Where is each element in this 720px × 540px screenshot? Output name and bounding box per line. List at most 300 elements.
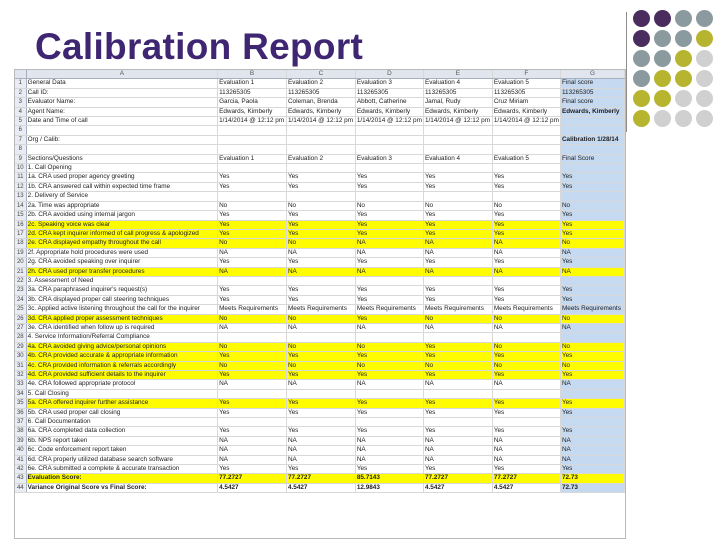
table-cell[interactable]: 3b. CRA displayed proper call steering techniques [26, 295, 217, 304]
table-cell[interactable] [492, 333, 560, 342]
row-number[interactable]: 2 [15, 88, 26, 97]
table-cell[interactable]: No [492, 361, 560, 370]
table-cell[interactable]: Yes [560, 258, 624, 267]
table-cell[interactable]: Yes [560, 399, 624, 408]
table-cell[interactable]: Org / Calib: [26, 135, 217, 144]
table-cell[interactable]: NA [492, 455, 560, 464]
table-cell[interactable]: 6c. Code enforcement report taken [26, 446, 217, 455]
table-cell[interactable]: Yes [423, 229, 492, 238]
table-cell[interactable]: NA [560, 267, 624, 276]
table-cell[interactable]: Yes [423, 286, 492, 295]
table-cell[interactable] [423, 276, 492, 285]
table-cell[interactable] [560, 145, 624, 154]
table-cell[interactable]: No [218, 342, 287, 351]
table-cell[interactable]: NA [560, 248, 624, 257]
table-cell[interactable]: Yes [286, 182, 355, 191]
table-cell[interactable]: 4.5427 [286, 483, 355, 492]
row-number[interactable]: 13 [15, 192, 26, 201]
table-cell[interactable]: Yes [218, 258, 287, 267]
table-cell[interactable]: 4a. CRA avoided giving advice/personal opinions [26, 342, 217, 351]
table-cell[interactable]: Yes [355, 258, 423, 267]
table-cell[interactable]: NA [355, 248, 423, 257]
table-cell[interactable]: No [355, 201, 423, 210]
table-cell[interactable]: Yes [286, 427, 355, 436]
table-cell[interactable]: 1/14/2014 @ 12:12 pm [286, 117, 355, 126]
table-cell[interactable]: 77.2727 [423, 474, 492, 483]
table-cell[interactable]: Yes [560, 286, 624, 295]
row-number[interactable]: 26 [15, 314, 26, 323]
table-cell[interactable]: 77.2727 [218, 474, 287, 483]
table-cell[interactable]: Yes [355, 408, 423, 417]
table-cell[interactable]: 72.73 [560, 483, 624, 492]
table-cell[interactable] [355, 126, 423, 135]
table-cell[interactable]: Meets Requirements [423, 305, 492, 314]
table-cell[interactable]: NA [286, 323, 355, 332]
table-cell[interactable] [286, 389, 355, 398]
table-cell[interactable]: No [286, 314, 355, 323]
table-cell[interactable] [355, 135, 423, 144]
row-number[interactable]: 36 [15, 408, 26, 417]
table-cell[interactable]: Yes [560, 229, 624, 238]
table-cell[interactable]: Yes [492, 286, 560, 295]
table-cell[interactable]: 4. Service Information/Referral Compliance [26, 333, 217, 342]
table-cell[interactable]: No [218, 239, 287, 248]
table-cell[interactable]: Yes [218, 465, 287, 474]
table-cell[interactable] [218, 389, 287, 398]
table-cell[interactable]: Yes [286, 220, 355, 229]
table-cell[interactable]: Yes [423, 211, 492, 220]
table-cell[interactable]: No [492, 201, 560, 210]
table-cell[interactable]: 2b. CRA avoided using internal jargon [26, 211, 217, 220]
table-cell[interactable]: NA [492, 323, 560, 332]
table-cell[interactable]: Yes [218, 182, 287, 191]
table-cell[interactable]: No [423, 201, 492, 210]
table-cell[interactable]: NA [355, 436, 423, 445]
table-cell[interactable]: NA [560, 436, 624, 445]
table-cell[interactable]: NA [423, 267, 492, 276]
table-cell[interactable]: 1/14/2014 @ 12:12 pm [423, 117, 492, 126]
table-cell[interactable]: No [560, 239, 624, 248]
table-cell[interactable] [355, 418, 423, 427]
table-cell[interactable] [492, 135, 560, 144]
table-cell[interactable]: Jamal, Rudy [423, 98, 492, 107]
table-cell[interactable]: NA [423, 446, 492, 455]
row-number[interactable]: 28 [15, 333, 26, 342]
table-cell[interactable]: NA [286, 267, 355, 276]
table-cell[interactable]: No [218, 201, 287, 210]
table-cell[interactable] [560, 418, 624, 427]
table-cell[interactable]: Yes [560, 352, 624, 361]
table-cell[interactable]: 6e. CRA submitted a complete & accurate transaction [26, 465, 217, 474]
table-cell[interactable]: Yes [286, 352, 355, 361]
table-cell[interactable]: Garcia, Paola [218, 98, 287, 107]
table-cell[interactable]: Coleman, Brenda [286, 98, 355, 107]
table-cell[interactable]: 5. Call Closing [26, 389, 217, 398]
row-number[interactable]: 34 [15, 389, 26, 398]
table-cell[interactable]: Yes [355, 427, 423, 436]
table-cell[interactable]: NA [286, 248, 355, 257]
table-cell[interactable]: Yes [423, 465, 492, 474]
row-number[interactable]: 41 [15, 455, 26, 464]
table-cell[interactable] [423, 126, 492, 135]
table-cell[interactable]: Yes [423, 295, 492, 304]
table-cell[interactable]: Yes [218, 229, 287, 238]
table-cell[interactable]: Cruz Miriam [492, 98, 560, 107]
table-cell[interactable]: Yes [355, 399, 423, 408]
table-cell[interactable]: Yes [492, 258, 560, 267]
table-cell[interactable]: Edwards, Kimberly [560, 107, 624, 116]
column-header[interactable]: B [218, 70, 287, 79]
table-cell[interactable]: NA [286, 380, 355, 389]
table-cell[interactable]: NA [423, 248, 492, 257]
table-cell[interactable]: Meets Requirements [492, 305, 560, 314]
table-cell[interactable]: 77.2727 [286, 474, 355, 483]
table-cell[interactable]: No [286, 239, 355, 248]
table-cell[interactable]: Yes [423, 220, 492, 229]
table-cell[interactable]: Yes [560, 211, 624, 220]
row-number[interactable]: 21 [15, 267, 26, 276]
table-cell[interactable]: NA [218, 446, 287, 455]
table-cell[interactable]: Agent Name: [26, 107, 217, 116]
table-cell[interactable]: Yes [286, 258, 355, 267]
column-header[interactable]: A [26, 70, 217, 79]
table-cell[interactable]: Yes [423, 352, 492, 361]
table-cell[interactable]: 6a. CRA completed data collection [26, 427, 217, 436]
table-cell[interactable]: No [423, 314, 492, 323]
table-cell[interactable]: Yes [355, 173, 423, 182]
row-number[interactable]: 29 [15, 342, 26, 351]
row-number[interactable]: 27 [15, 323, 26, 332]
table-cell[interactable]: 2c. Speaking voice was clear [26, 220, 217, 229]
table-cell[interactable]: Yes [560, 427, 624, 436]
table-cell[interactable]: Edwards, Kimberly [355, 107, 423, 116]
row-number[interactable]: 11 [15, 173, 26, 182]
table-cell[interactable]: NA [286, 455, 355, 464]
table-cell[interactable]: Yes [218, 408, 287, 417]
table-cell[interactable]: Call ID: [26, 88, 217, 97]
table-cell[interactable]: 5b. CRA used proper call closing [26, 408, 217, 417]
table-cell[interactable]: Yes [218, 427, 287, 436]
table-cell[interactable]: Yes [355, 314, 423, 323]
table-cell[interactable]: Yes [423, 258, 492, 267]
table-cell[interactable]: Yes [286, 295, 355, 304]
table-cell[interactable]: 2e. CRA displayed empathy throughout the call [26, 239, 217, 248]
table-cell[interactable] [492, 164, 560, 173]
row-number[interactable]: 22 [15, 276, 26, 285]
table-cell[interactable]: Evaluation 3 [355, 79, 423, 88]
table-cell[interactable]: Yes [286, 399, 355, 408]
row-number[interactable]: 14 [15, 201, 26, 210]
row-number[interactable]: 10 [15, 164, 26, 173]
table-cell[interactable]: 1/14/2014 @ 12:12 pm [218, 117, 287, 126]
table-cell[interactable]: Abbott, Catherine [355, 98, 423, 107]
column-header[interactable]: E [423, 70, 492, 79]
table-cell[interactable]: NA [218, 436, 287, 445]
table-cell[interactable]: 5a. CRA offered inquirer further assistance [26, 399, 217, 408]
table-cell[interactable]: 113265305 [355, 88, 423, 97]
table-cell[interactable]: 6d. CRA properly utilized database search software [26, 455, 217, 464]
table-cell[interactable]: No [218, 314, 287, 323]
table-cell[interactable]: Yes [492, 211, 560, 220]
table-cell[interactable]: Yes [492, 220, 560, 229]
row-number[interactable]: 31 [15, 361, 26, 370]
table-cell[interactable]: Yes [286, 286, 355, 295]
table-cell[interactable]: No [560, 201, 624, 210]
table-cell[interactable]: 85.7143 [355, 474, 423, 483]
table-cell[interactable]: Yes [423, 182, 492, 191]
table-cell[interactable]: Edwards, Kimberly [286, 107, 355, 116]
row-number[interactable]: 17 [15, 229, 26, 238]
table-cell[interactable]: No [560, 314, 624, 323]
table-cell[interactable]: Meets Requirements [560, 305, 624, 314]
table-cell[interactable]: 113265305 [560, 88, 624, 97]
row-number[interactable]: 19 [15, 248, 26, 257]
table-cell[interactable] [286, 126, 355, 135]
table-cell[interactable]: 113265305 [423, 88, 492, 97]
column-header[interactable]: G [560, 70, 624, 79]
table-cell[interactable] [286, 145, 355, 154]
row-number[interactable]: 1 [15, 79, 26, 88]
table-cell[interactable]: Final score [560, 79, 624, 88]
row-number[interactable]: 12 [15, 182, 26, 191]
table-cell[interactable] [26, 126, 217, 135]
table-cell[interactable]: NA [560, 446, 624, 455]
table-cell[interactable]: No [560, 342, 624, 351]
table-cell[interactable]: 2g. CRA avoided speaking over inquirer [26, 258, 217, 267]
table-cell[interactable]: Yes [560, 371, 624, 380]
table-cell[interactable]: Yes [492, 371, 560, 380]
table-cell[interactable]: Yes [560, 295, 624, 304]
table-cell[interactable]: Yes [286, 229, 355, 238]
table-cell[interactable]: Edwards, Kimberly [423, 107, 492, 116]
column-header[interactable]: D [355, 70, 423, 79]
table-cell[interactable]: Yes [218, 399, 287, 408]
table-cell[interactable]: Yes [560, 408, 624, 417]
table-cell[interactable]: No [286, 201, 355, 210]
table-cell[interactable]: NA [492, 436, 560, 445]
table-cell[interactable] [286, 418, 355, 427]
row-number[interactable]: 16 [15, 220, 26, 229]
column-header[interactable]: C [286, 70, 355, 79]
table-cell[interactable]: Yes [492, 408, 560, 417]
table-cell[interactable]: Yes [218, 371, 287, 380]
row-number[interactable]: 15 [15, 211, 26, 220]
table-cell[interactable]: 3. Assessment of Need [26, 276, 217, 285]
table-cell[interactable] [286, 333, 355, 342]
table-cell[interactable]: 72.73 [560, 474, 624, 483]
table-cell[interactable]: NA [218, 248, 287, 257]
table-cell[interactable]: 1. Call Opening [26, 164, 217, 173]
table-cell[interactable]: Yes [560, 220, 624, 229]
row-number[interactable]: 6 [15, 126, 26, 135]
table-cell[interactable]: 1/14/2014 @ 12:12 pm [493, 117, 559, 125]
table-cell[interactable]: NA [423, 436, 492, 445]
table-cell[interactable]: NA [492, 446, 560, 455]
table-cell[interactable] [355, 389, 423, 398]
table-cell[interactable]: Evaluation 3 [355, 154, 423, 163]
table-cell[interactable]: Yes [423, 399, 492, 408]
table-cell[interactable]: Calibration 1/28/14 [560, 135, 624, 144]
table-cell[interactable] [492, 276, 560, 285]
table-cell[interactable] [355, 192, 423, 201]
table-cell[interactable]: Yes [492, 229, 560, 238]
table-cell[interactable] [492, 389, 560, 398]
table-cell[interactable]: 2a. Time was appropriate [26, 201, 217, 210]
table-cell[interactable]: 6b. NPS report taken [26, 436, 217, 445]
table-cell[interactable]: 3e. CRA identified when follow up is required [26, 323, 217, 332]
table-cell[interactable]: 4.5427 [218, 483, 287, 492]
table-cell[interactable] [218, 145, 287, 154]
table-cell[interactable]: NA [286, 436, 355, 445]
table-cell[interactable]: Final score [560, 98, 624, 107]
table-cell[interactable]: 12.9843 [355, 483, 423, 492]
table-cell[interactable]: NA [355, 267, 423, 276]
table-cell[interactable]: NA [492, 380, 560, 389]
table-cell[interactable]: 2f. Appropriate hold procedures were used [26, 248, 217, 257]
table-cell[interactable] [26, 145, 217, 154]
table-cell[interactable]: Evaluation 2 [286, 154, 355, 163]
table-cell[interactable] [423, 418, 492, 427]
table-cell[interactable]: Yes [218, 295, 287, 304]
row-number[interactable]: 40 [15, 446, 26, 455]
table-cell[interactable] [492, 145, 560, 154]
table-cell[interactable]: Evaluation 4 [423, 154, 492, 163]
table-cell[interactable] [423, 192, 492, 201]
table-cell[interactable]: 1/14/2014 @ 12:12 pm [356, 117, 422, 125]
table-cell[interactable] [492, 418, 560, 427]
row-number[interactable]: 4 [15, 107, 26, 116]
table-cell[interactable] [355, 333, 423, 342]
table-cell[interactable] [218, 333, 287, 342]
row-number[interactable]: 25 [15, 305, 26, 314]
table-cell[interactable]: 6. Call Documentation [26, 418, 217, 427]
table-cell[interactable]: Evaluator Name: [26, 98, 217, 107]
table-cell[interactable]: Yes [492, 352, 560, 361]
table-cell[interactable] [218, 164, 287, 173]
table-cell[interactable]: 4c. CRA provided information & referrals accordingly [26, 361, 217, 370]
table-cell[interactable]: NA [423, 323, 492, 332]
table-cell[interactable] [218, 276, 287, 285]
table-cell[interactable]: 4.5427 [492, 483, 560, 492]
table-cell[interactable]: Yes [286, 211, 355, 220]
table-cell[interactable] [218, 135, 287, 144]
table-cell[interactable]: Date and Time of call [26, 117, 217, 126]
table-cell[interactable]: 77.2727 [492, 474, 560, 483]
table-cell[interactable]: 2h. CRA used proper transfer procedures [26, 267, 217, 276]
table-cell[interactable]: Sections/Questions [26, 154, 217, 163]
table-cell[interactable]: Evaluation 1 [218, 79, 287, 88]
table-cell[interactable]: NA [218, 323, 287, 332]
table-cell[interactable]: Edwards, Kimberly [218, 107, 287, 116]
table-cell[interactable]: Yes [492, 399, 560, 408]
table-cell[interactable] [218, 418, 287, 427]
table-cell[interactable]: 1a. CRA used proper agency greeting [26, 173, 217, 182]
table-cell[interactable]: NA [355, 455, 423, 464]
table-cell[interactable]: NA [355, 380, 423, 389]
table-cell[interactable]: Evaluation Score: [26, 474, 217, 483]
select-all-corner[interactable] [15, 70, 26, 79]
table-cell[interactable]: Yes [423, 371, 492, 380]
table-cell[interactable] [218, 192, 287, 201]
table-cell[interactable]: No [355, 361, 423, 370]
table-cell[interactable]: 4.5427 [423, 483, 492, 492]
table-cell[interactable]: 4d. CRA provided sufficient details to the inquirer [26, 371, 217, 380]
table-cell[interactable]: 4e. CRA followed appropriate protocol [26, 380, 217, 389]
table-cell[interactable]: Yes [492, 427, 560, 436]
table-cell[interactable] [355, 164, 423, 173]
table-cell[interactable]: No [423, 361, 492, 370]
table-cell[interactable] [423, 333, 492, 342]
row-number[interactable]: 32 [15, 371, 26, 380]
table-cell[interactable]: NA [355, 446, 423, 455]
row-number[interactable]: 20 [15, 258, 26, 267]
table-cell[interactable]: NA [355, 323, 423, 332]
table-cell[interactable]: No [355, 342, 423, 351]
table-cell[interactable] [355, 276, 423, 285]
table-cell[interactable]: Yes [355, 220, 423, 229]
row-number[interactable]: 44 [15, 483, 26, 492]
table-cell[interactable]: Yes [218, 352, 287, 361]
table-cell[interactable]: Yes [492, 295, 560, 304]
table-cell[interactable] [560, 164, 624, 173]
table-cell[interactable]: NA [218, 455, 287, 464]
table-cell[interactable]: 3c. Applied active listening throughout the call for the inquirer [26, 305, 217, 314]
table-cell[interactable]: Meets Requirements [286, 305, 355, 314]
table-cell[interactable]: NA [423, 455, 492, 464]
table-cell[interactable] [423, 164, 492, 173]
table-cell[interactable] [218, 126, 287, 135]
row-number[interactable]: 5 [15, 117, 26, 126]
table-cell[interactable]: Final Score [560, 154, 624, 163]
table-cell[interactable]: Yes [286, 465, 355, 474]
table-cell[interactable]: Yes [355, 229, 423, 238]
table-cell[interactable]: Yes [218, 211, 287, 220]
table-cell[interactable]: Yes [355, 295, 423, 304]
row-number[interactable]: 3 [15, 98, 26, 107]
table-cell[interactable]: No [286, 342, 355, 351]
table-cell[interactable]: NA [218, 380, 287, 389]
row-number[interactable]: 35 [15, 399, 26, 408]
row-number[interactable]: 38 [15, 427, 26, 436]
table-cell[interactable] [560, 192, 624, 201]
table-cell[interactable]: Evaluation 2 [286, 79, 355, 88]
table-cell[interactable]: NA [355, 239, 423, 248]
table-cell[interactable]: Meets Requirements [355, 305, 423, 314]
table-cell[interactable]: Yes [492, 182, 560, 191]
row-number[interactable]: 24 [15, 295, 26, 304]
table-cell[interactable]: Yes [423, 427, 492, 436]
table-cell[interactable] [423, 145, 492, 154]
table-cell[interactable]: NA [492, 267, 560, 276]
table-cell[interactable]: Yes [286, 408, 355, 417]
table-cell[interactable]: Yes [218, 220, 287, 229]
row-number[interactable]: 7 [15, 135, 26, 144]
row-number[interactable]: 42 [15, 465, 26, 474]
table-cell[interactable]: Evaluation 5 [492, 154, 560, 163]
table-cell[interactable]: General Data [26, 79, 217, 88]
row-number[interactable]: 39 [15, 436, 26, 445]
row-number[interactable]: 30 [15, 352, 26, 361]
table-cell[interactable] [560, 276, 624, 285]
table-cell[interactable]: Evaluation 4 [423, 79, 492, 88]
table-cell[interactable]: NA [560, 455, 624, 464]
table-cell[interactable]: No [492, 314, 560, 323]
table-cell[interactable]: Yes [423, 342, 492, 351]
table-cell[interactable]: Yes [492, 173, 560, 182]
table-cell[interactable]: Yes [560, 465, 624, 474]
table-cell[interactable] [286, 276, 355, 285]
table-cell[interactable] [286, 135, 355, 144]
